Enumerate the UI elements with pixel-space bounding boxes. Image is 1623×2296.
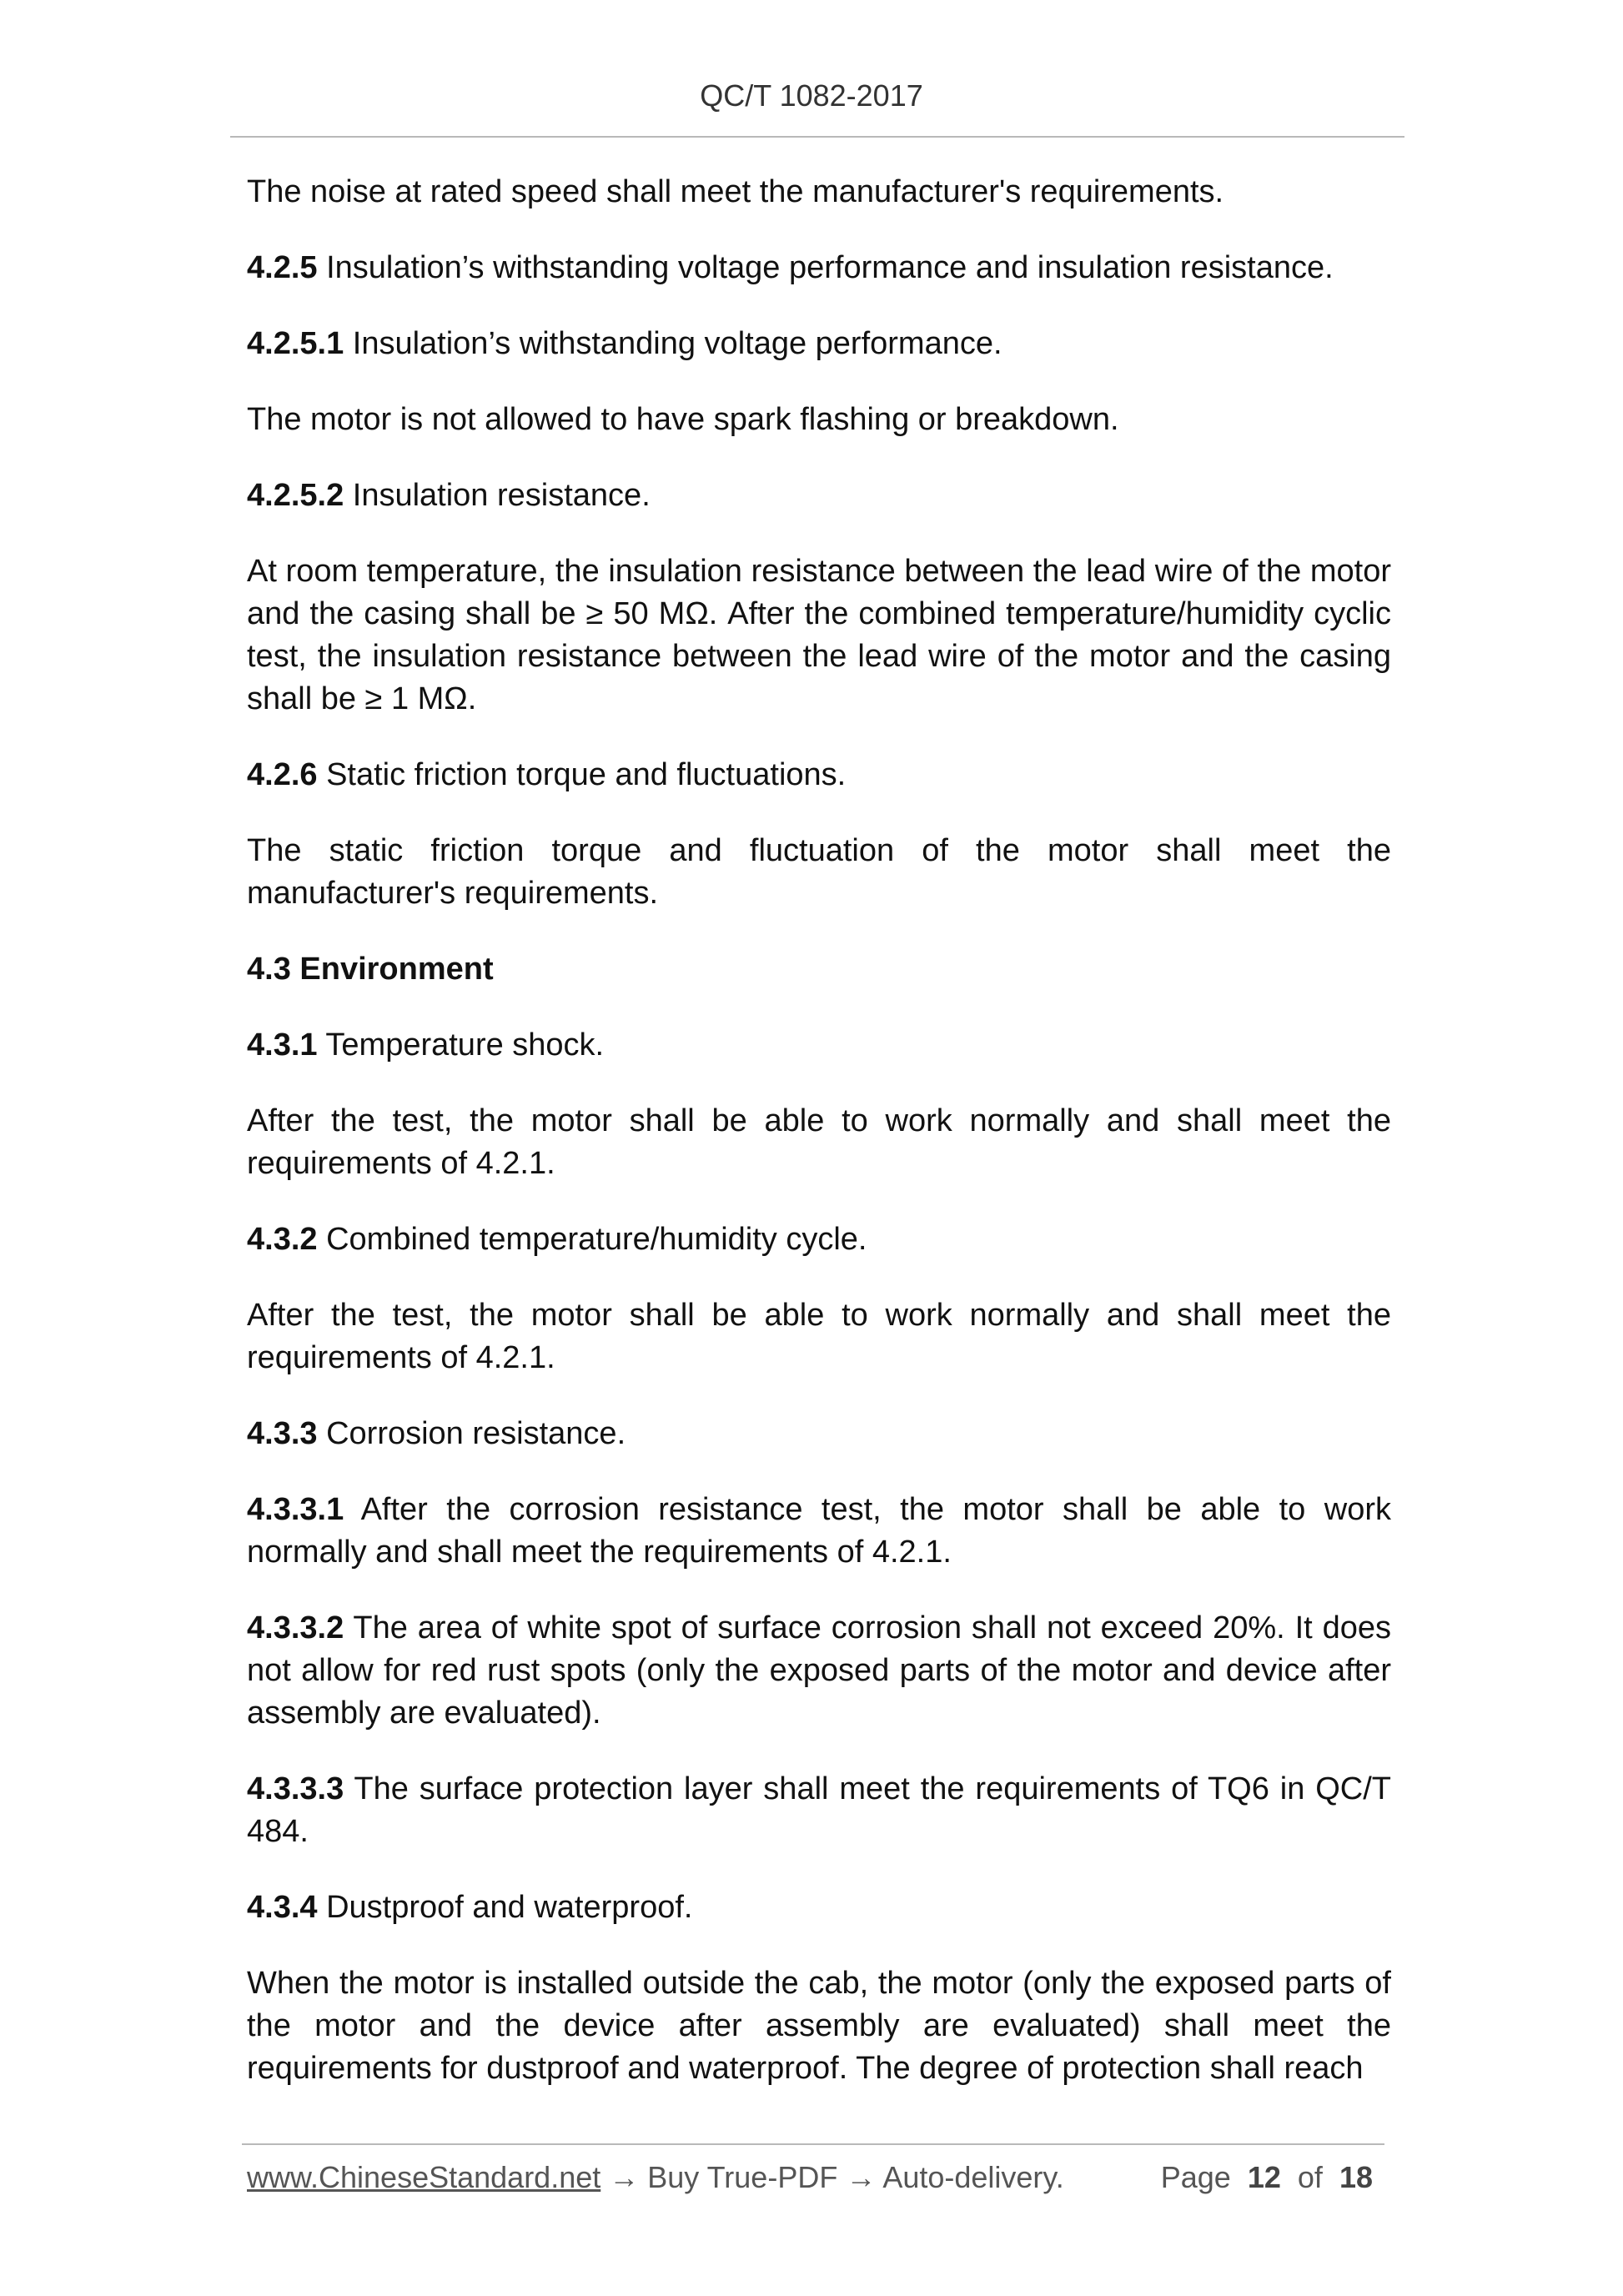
paragraph: 4.3.1 Temperature shock. [247, 1027, 605, 1063]
paragraph: After the test, the motor shall be able to work normally and shall meet the requirements of 4.2.1. [247, 1298, 1391, 1375]
clause-number: 4.3.4 [247, 1890, 318, 1925]
paragraph: 4.3.3 Corrosion resistance. [247, 1416, 626, 1451]
paragraph: After the test, the motor shall be able to work normally and shall meet the requirements of 4.2.1. [247, 1103, 1391, 1181]
total-pages: 18 [1339, 2160, 1373, 2194]
clause-number: 4.3.1 [247, 1027, 318, 1063]
paragraph: 4.2.5.2 Insulation resistance. [247, 478, 651, 513]
paragraph: When the motor is installed outside the cab, the motor (only the exposed parts of the motor and the device after assembly are evaluated) shall meet the requirements for dustproof and waterproof. The degree of protection shall reach [247, 1966, 1391, 2086]
paragraph: The motor is not allowed to have spark flashing or breakdown. [247, 402, 1119, 437]
clause-number: 4.2.5.1 [247, 326, 344, 361]
clause-number: 4.3.3.1 [247, 1492, 344, 1527]
clause-number: 4.2.6 [247, 757, 318, 792]
paragraph: The noise at rated speed shall meet the manufacturer's requirements. [247, 174, 1224, 209]
clause-number: 4.2.5 [247, 250, 318, 285]
clause-number: 4.3.2 [247, 1222, 318, 1257]
paragraph: 4.2.6 Static friction torque and fluctuations. [247, 757, 847, 792]
header-divider [230, 136, 1404, 138]
page-number: Page 12 of 18 [1160, 2160, 1373, 2194]
clause-number: 4.2.5.2 [247, 478, 344, 513]
document-body [247, 171, 1391, 2123]
paragraph: 4.3.3.1 After the corrosion resistance test, the motor shall be able to work normally and shall meet the requirements of 4.2.1. [247, 1492, 1391, 1570]
document-header-title: QC/T 1082-2017 [700, 78, 923, 113]
clause-number: 4.3.3.3 [247, 1771, 344, 1806]
page-footer [247, 2160, 1384, 2203]
clause-number: 4.3.3.2 [247, 1610, 344, 1645]
paragraph: 4.3.2 Combined temperature/humidity cycle. [247, 1222, 867, 1257]
current-page: 12 [1247, 2160, 1281, 2194]
paragraph: 4.3.3.3 The surface protection layer shall meet the requirements of TQ6 in QC/T 484. [247, 1771, 1391, 1849]
section-heading: 4.3 Environment [247, 952, 494, 987]
footer-tagline: → Buy True-PDF → Auto-delivery. [600, 2160, 1064, 2194]
paragraph: The static friction torque and fluctuation of the motor shall meet the manufacturer's requirements. [247, 833, 1391, 911]
clause-number: 4.3.3 [247, 1416, 318, 1451]
paragraph: 4.2.5 Insulation’s withstanding voltage performance and insulation resistance. [247, 250, 1334, 285]
paragraph: 4.3.3.2 The area of white spot of surface corrosion shall not exceed 20%. It does not allow for red rust spots (only the exposed parts of the motor and device after assembly are evaluated). [247, 1610, 1391, 1731]
paragraph: At room temperature, the insulation resistance between the lead wire of the motor and the casing shall be ≥ 50 MΩ. After the combined temperature/humidity cyclic test, the insulation resistance between the lead wire of the motor and the casing shall be ≥ 1 MΩ. [247, 554, 1391, 716]
paragraph: 4.3.4 Dustproof and waterproof. [247, 1890, 693, 1925]
paragraph: 4.2.5.1 Insulation’s withstanding voltage performance. [247, 326, 1002, 361]
website-link[interactable]: www.ChineseStandard.net [247, 2160, 601, 2194]
footer-divider [242, 2143, 1384, 2145]
